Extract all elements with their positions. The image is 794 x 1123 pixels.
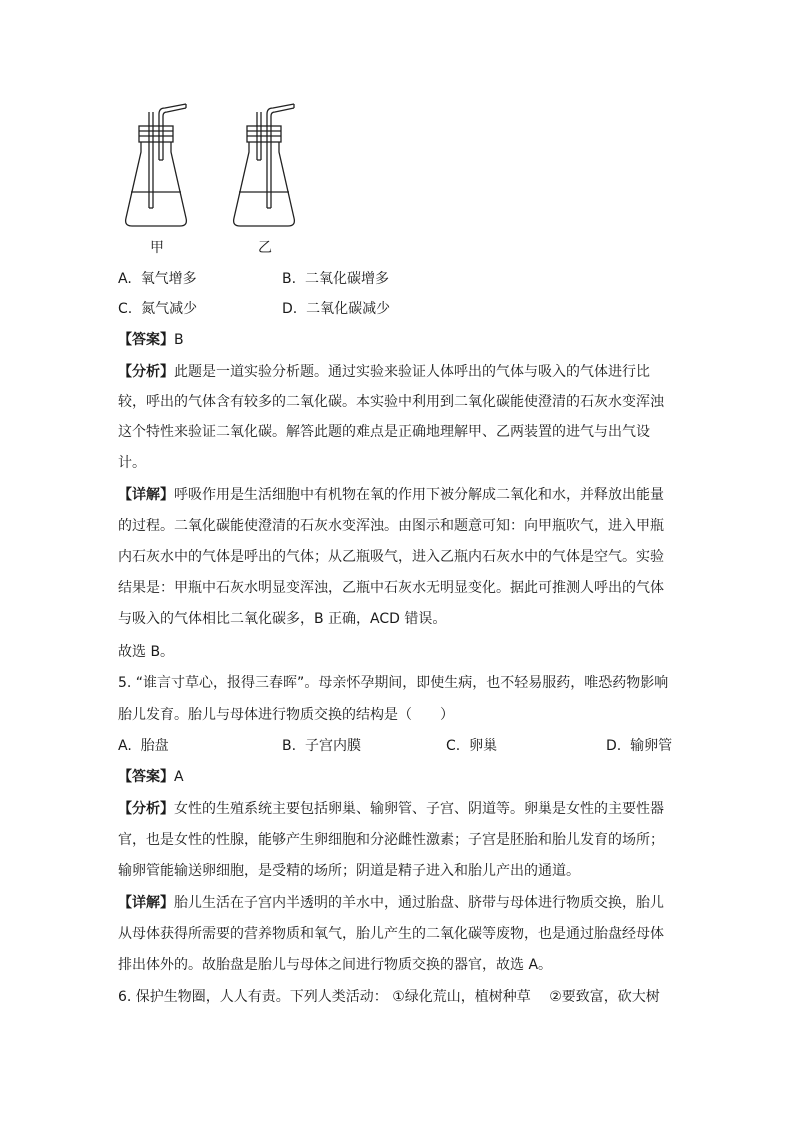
q4-option-c-text: 氮气减少: [141, 301, 198, 317]
flask-diagram: [116, 100, 316, 240]
q4-option-b: [282, 269, 389, 289]
q5-detail-line-1: [118, 893, 664, 913]
q4-detail-text-1: 呼吸作用是生活细胞中有机物在氧的作用下被分解成二氧化和水，并释放出能量: [174, 487, 664, 503]
flask-jia-label: 甲: [150, 240, 164, 256]
flask-yi-icon: [234, 104, 295, 226]
q5-analysis-line-3: 输卵管能输送卵细胞，是受精的场所；阴道是精子进入和胎儿产出的通道。: [118, 863, 580, 879]
q4-detail-tag: 【详解】: [118, 487, 174, 503]
q4-answer-value: B: [174, 332, 184, 348]
q4-detail-line-3: 内石灰水中的气体是呼出的气体；从乙瓶吸气，进入乙瓶内石灰水中的气体是空气。实验: [118, 549, 664, 565]
q4-option-a-letter: A.: [118, 271, 132, 287]
q5-option-b: [282, 736, 361, 756]
q5-option-c: [446, 736, 497, 756]
q5-analysis-text-1: 女性的生殖系统主要包括卵巢、输卵管、子宫、阴道等。卵巢是女性的主要性器: [174, 801, 664, 817]
q5-option-b-letter: B.: [282, 738, 297, 754]
q4-option-d-letter: D.: [282, 301, 298, 317]
q4-option-d-text: 二氧化碳减少: [306, 301, 391, 317]
flask-jia-icon: [126, 104, 187, 226]
q4-option-b-letter: B.: [282, 271, 297, 287]
q5-option-d-letter: D.: [606, 738, 622, 754]
q4-analysis-line-2: 较，呼出的气体含有较多的二氧化碳。本实验中利用到二氧化碳能使澄清的石灰水变浑浊: [118, 394, 664, 410]
q5-answer: [118, 767, 184, 787]
q4-analysis-line-1: [118, 362, 650, 382]
flask-figure: [116, 100, 316, 260]
q5-option-a-text: 胎盘: [140, 738, 169, 754]
q4-conclusion: 故选 B。: [118, 644, 175, 660]
q5-analysis-tag: 【分析】: [118, 801, 174, 817]
q5-stem-line-1: 5. “谁言寸草心，报得三春晖”。母亲怀孕期间，即使生病，也不轻易服药，唯恐药物影响: [118, 675, 669, 691]
flask-yi-label: 乙: [258, 240, 272, 256]
q4-answer: [118, 330, 184, 350]
q4-option-b-text: 二氧化碳增多: [304, 271, 389, 287]
q4-option-a: [118, 269, 197, 289]
q4-option-c: [118, 299, 197, 319]
q5-option-b-text: 子宫内膜: [304, 738, 361, 754]
q5-stem-line-2: 胎儿发育。胎儿与母体进行物质交换的结构是（ ）: [118, 707, 454, 723]
q4-analysis-line-4: 计。: [118, 455, 146, 471]
q5-analysis-line-1: [118, 799, 664, 819]
q5-detail-tag: 【详解】: [118, 895, 174, 911]
q5-analysis-line-2: 官，也是女性的性腺，能够产生卵细胞和分泌雌性激素；子宫是胚胎和胎儿发育的场所；: [118, 832, 664, 848]
q5-option-d-text: 输卵管: [630, 738, 673, 754]
q5-option-a-letter: A.: [118, 738, 132, 754]
q4-option-a-text: 氧气增多: [140, 271, 197, 287]
q4-analysis-line-3: 这个特性来验证二氧化碳。解答此题的难点是正确地理解甲、乙两装置的进气与出气设: [118, 424, 650, 440]
q5-answer-value: A: [174, 769, 184, 785]
q5-answer-tag: 【答案】: [118, 769, 174, 785]
q4-detail-line-5: 与吸入的气体相比二氧化碳多，B 正确，ACD 错误。: [118, 611, 447, 627]
q4-answer-tag: 【答案】: [118, 332, 174, 348]
q5-option-a: [118, 736, 169, 756]
q4-detail-line-2: 的过程。二氧化碳能使澄清的石灰水变浑浊。由图示和题意可知：向甲瓶吹气，进入甲瓶: [118, 518, 664, 534]
q5-detail-line-3: 排出体外的。故胎盘是胎儿与母体之间进行物质交换的器官，故选 A。: [118, 957, 553, 973]
q4-option-d: [282, 299, 390, 319]
q4-analysis-tag: 【分析】: [118, 364, 174, 380]
q5-detail-text-1: 胎儿生活在子宫内半透明的羊水中，通过胎盘、脐带与母体进行物质交换，胎儿: [174, 895, 664, 911]
q4-analysis-text-1: 此题是一道实验分析题。通过实验来验证人体呼出的气体与吸入的气体进行比: [174, 364, 650, 380]
q6-stem: 6. 保护生物圈，人人有责。下列人类活动： ①绿化荒山，植树种草 ②要致富，砍大树: [118, 989, 660, 1005]
q4-option-c-letter: C.: [118, 301, 133, 317]
q5-detail-line-2: 从母体获得所需要的营养物质和氧气，胎儿产生的二氧化碳等废物，也是通过胎盘经母体: [118, 926, 664, 942]
q4-detail-line-1: [118, 485, 664, 505]
q5-option-c-letter: C.: [446, 738, 461, 754]
q5-option-d: [606, 736, 672, 756]
q5-option-c-text: 卵巢: [469, 738, 498, 754]
q4-detail-line-4: 结果是：甲瓶中石灰水明显变浑浊，乙瓶中石灰水无明显变化。据此可推测人呼出的气体: [118, 580, 664, 596]
